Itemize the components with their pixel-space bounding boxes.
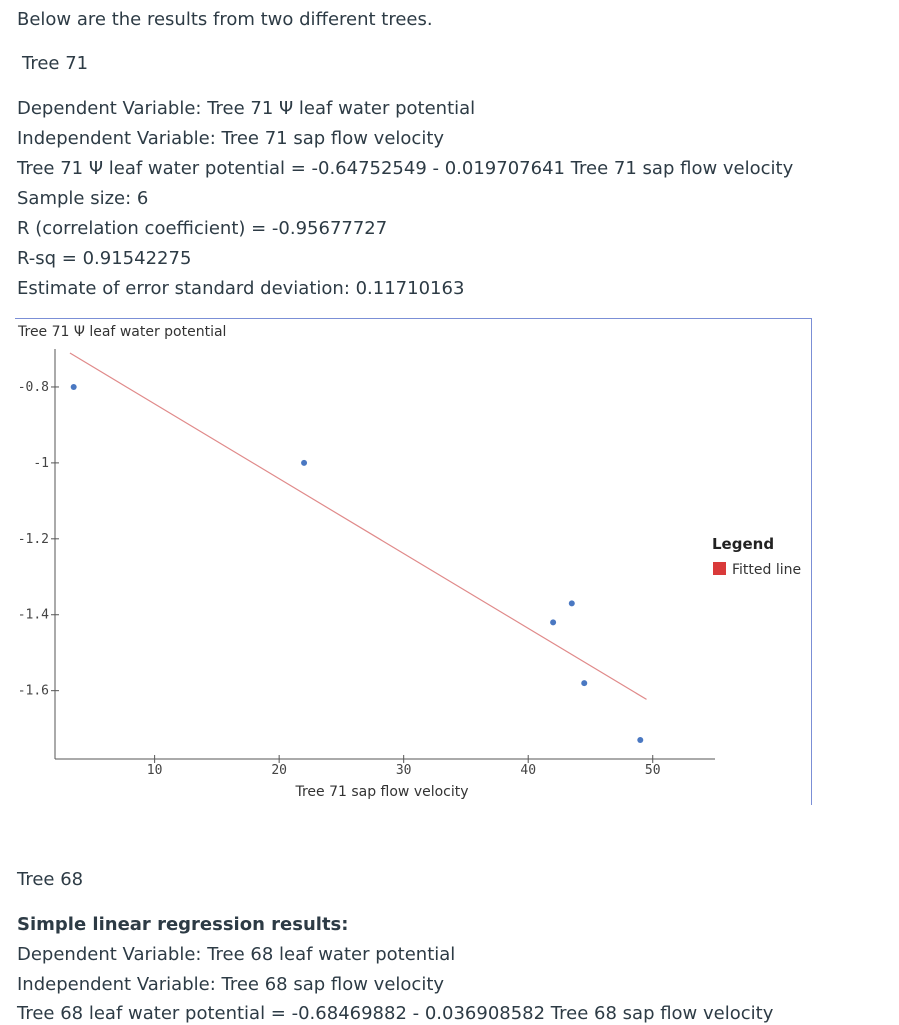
y-tick-label: -1.4 xyxy=(17,607,49,623)
y-tick-label: -1 xyxy=(33,455,49,471)
x-tick-label: 20 xyxy=(271,763,287,778)
x-tick-label: 50 xyxy=(644,763,661,778)
intro-text: Below are the results from two different trees. xyxy=(17,9,433,30)
x-tick-label: 30 xyxy=(395,763,412,778)
data-point xyxy=(637,737,643,743)
x-tick-label: 10 xyxy=(146,763,163,778)
data-point xyxy=(581,680,587,686)
tree68-equation: Tree 68 leaf water potential = -0.68469882 - 0.036908582 Tree 68 sap flow velocity xyxy=(17,1003,774,1024)
tree71-heading: Tree 71 xyxy=(22,53,89,74)
fitted-line xyxy=(70,353,647,699)
data-point xyxy=(550,619,556,625)
y-tick-label: -1.6 xyxy=(17,683,49,699)
tree71-error-sd: Estimate of error standard deviation: 0.11710163 xyxy=(17,278,465,299)
y-tick-label: -1.2 xyxy=(17,531,49,547)
scatter-chart xyxy=(15,318,812,805)
data-point xyxy=(569,600,575,606)
data-point xyxy=(301,460,307,466)
x-tick-label: 40 xyxy=(520,763,537,778)
tree71-independent: Independent Variable: Tree 71 sap flow velocity xyxy=(17,128,445,149)
tree68-dependent: Dependent Variable: Tree 68 leaf water potential xyxy=(17,944,456,965)
legend-swatch xyxy=(713,562,726,575)
tree71-r: R (correlation coefficient) = -0.95677727 xyxy=(17,218,388,239)
chart-y-axis-title: Tree 71 Ψ leaf water potential xyxy=(18,324,227,340)
data-point xyxy=(71,384,77,390)
chart-canvas xyxy=(15,319,811,805)
tree71-rsq: R-sq = 0.91542275 xyxy=(17,248,192,269)
tree68-independent: Independent Variable: Tree 68 sap flow velocity xyxy=(17,974,445,995)
legend-entry-fitted-line: Fitted line xyxy=(732,562,802,578)
legend-title: Legend xyxy=(712,535,775,553)
tree71-dependent: Dependent Variable: Tree 71 Ψ leaf water potential xyxy=(17,98,476,119)
chart-x-axis-title: Tree 71 sap flow velocity xyxy=(295,784,469,800)
tree71-equation: Tree 71 Ψ leaf water potential = -0.64752549 - 0.019707641 Tree 71 sap flow velocity xyxy=(17,158,794,179)
tree68-results-title: Simple linear regression results: xyxy=(17,914,349,935)
tree68-heading: Tree 68 xyxy=(17,869,84,890)
y-tick-label: -0.8 xyxy=(17,379,49,395)
tree71-sample-size: Sample size: 6 xyxy=(17,188,149,209)
